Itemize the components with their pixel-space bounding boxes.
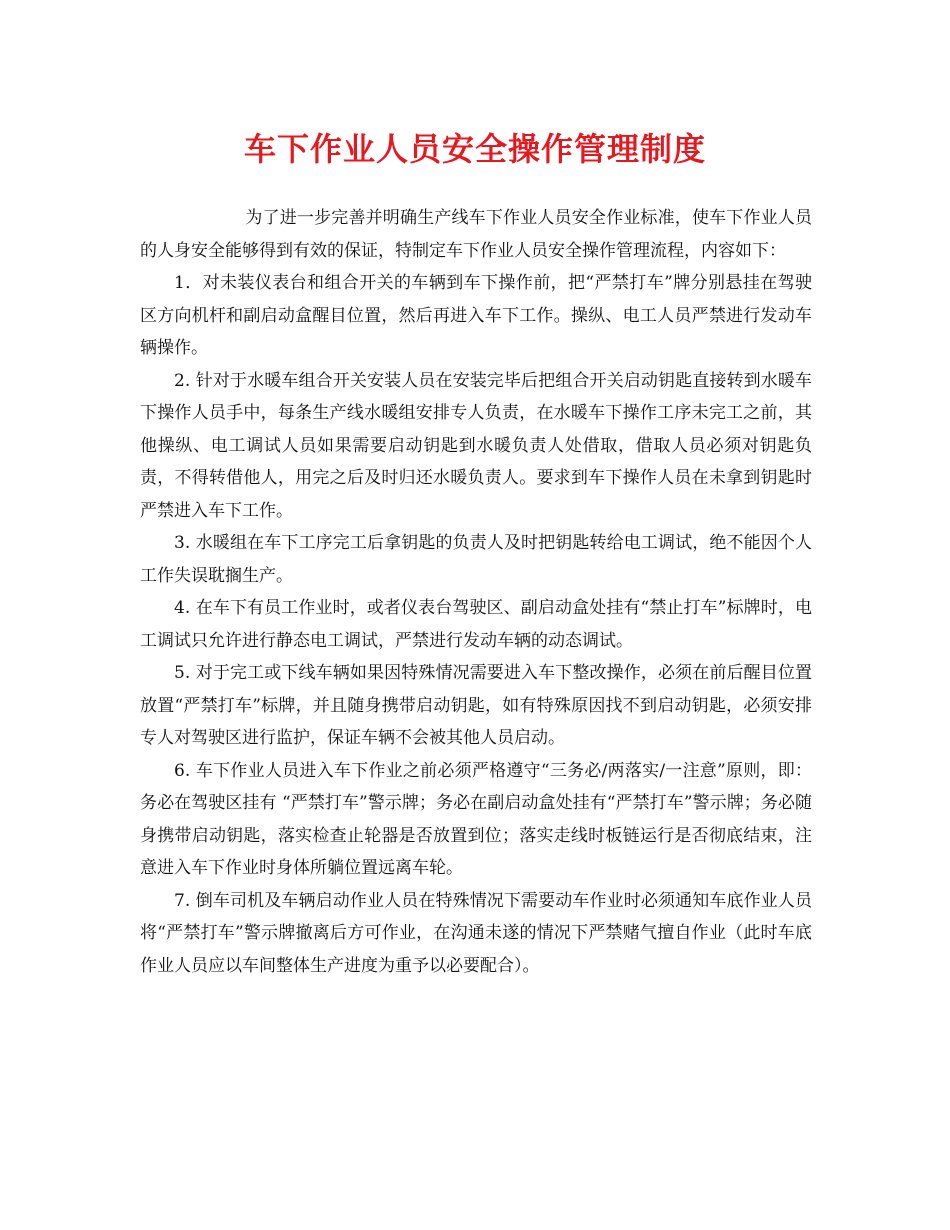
document-body [140,202,812,982]
rule-paragraph-3: 3. 水暖组在车下工序完工后拿钥匙的负责人及时把钥匙转给电工调试，绝不能因个人工作失误耽搁生产。 [140,533,812,586]
rule-paragraph-6: 6. 车下作业人员进入车下作业之前必须严格遵守“三务必/两落实/一注意”原则，即：务必在驾驶区挂有 “严禁打车”警示牌；务必在副启动盒处挂有“严禁打车”警示牌；务必随身携带启动钥匙，落实检查止轮器是否放置到位；落实走线时板链运行是否彻底结束，注意进入车下作业时身体所躺位置远离车轮。 [140,760,812,878]
rule-paragraph-7: 7. 倒车司机及车辆启动作业人员在特殊情况下需要动车作业时必须通知车底作业人员将“严禁打车”警示牌撤离后方可作业，在沟通未遂的情况下严禁赌气擅自作业（此时车底作业人员应以车间整体生产进度为重予以必要配合）。 [140,890,812,976]
rule-paragraph-5: 5. 对于完工或下线车辆如果因特殊情况需要进入车下整改操作，必须在前后醒目位置放置“严禁打车”标牌，并且随身携带启动钥匙，如有特殊原因找不到启动钥匙，必须安排专人对驾驶区进行监护，保证车辆不会被其他人员启动。 [140,663,812,748]
rule-paragraph-4: 4. 在车下有员工作业时，或者仪表台驾驶区、副启动盒处挂有“禁止打车”标牌时，电工调试只允许进行静态电工调试，严禁进行发动车辆的动态调试。 [140,598,812,651]
intro-paragraph: 为了进一步完善并明确生产线车下作业人员安全作业标准，使车下作业人员的人身安全能够得到有效的保证，特制定车下作业人员安全操作管理流程，内容如下： [140,208,812,261]
document-title: 车下作业人员安全操作管理制度 [243,130,706,168]
rule-paragraph-1: 1．对未装仪表台和组合开关的车辆到车下操作前，把“严禁打车”牌分别悬挂在驾驶区方向机杆和副启动盒醒目位置，然后再进入车下工作。操纵、电工人员严禁进行发动车辆操作。 [140,273,812,358]
rule-paragraph-2: 2. 针对于水暖车组合开关安装人员在安装完毕后把组合开关启动钥匙直接转到水暖车下操作人员手中，每条生产线水暖组安排专人负责，在水暖车下操作工序未完工之前，其他操纵、电工调试人员如果需要启动钥匙到水暖负责人处借取，借取人员必须对钥匙负责，不得转借他人，用完之后及时归还水暖负责人。要求到车下操作人员在未拿到钥匙时严禁进入车下工作。 [140,370,812,521]
